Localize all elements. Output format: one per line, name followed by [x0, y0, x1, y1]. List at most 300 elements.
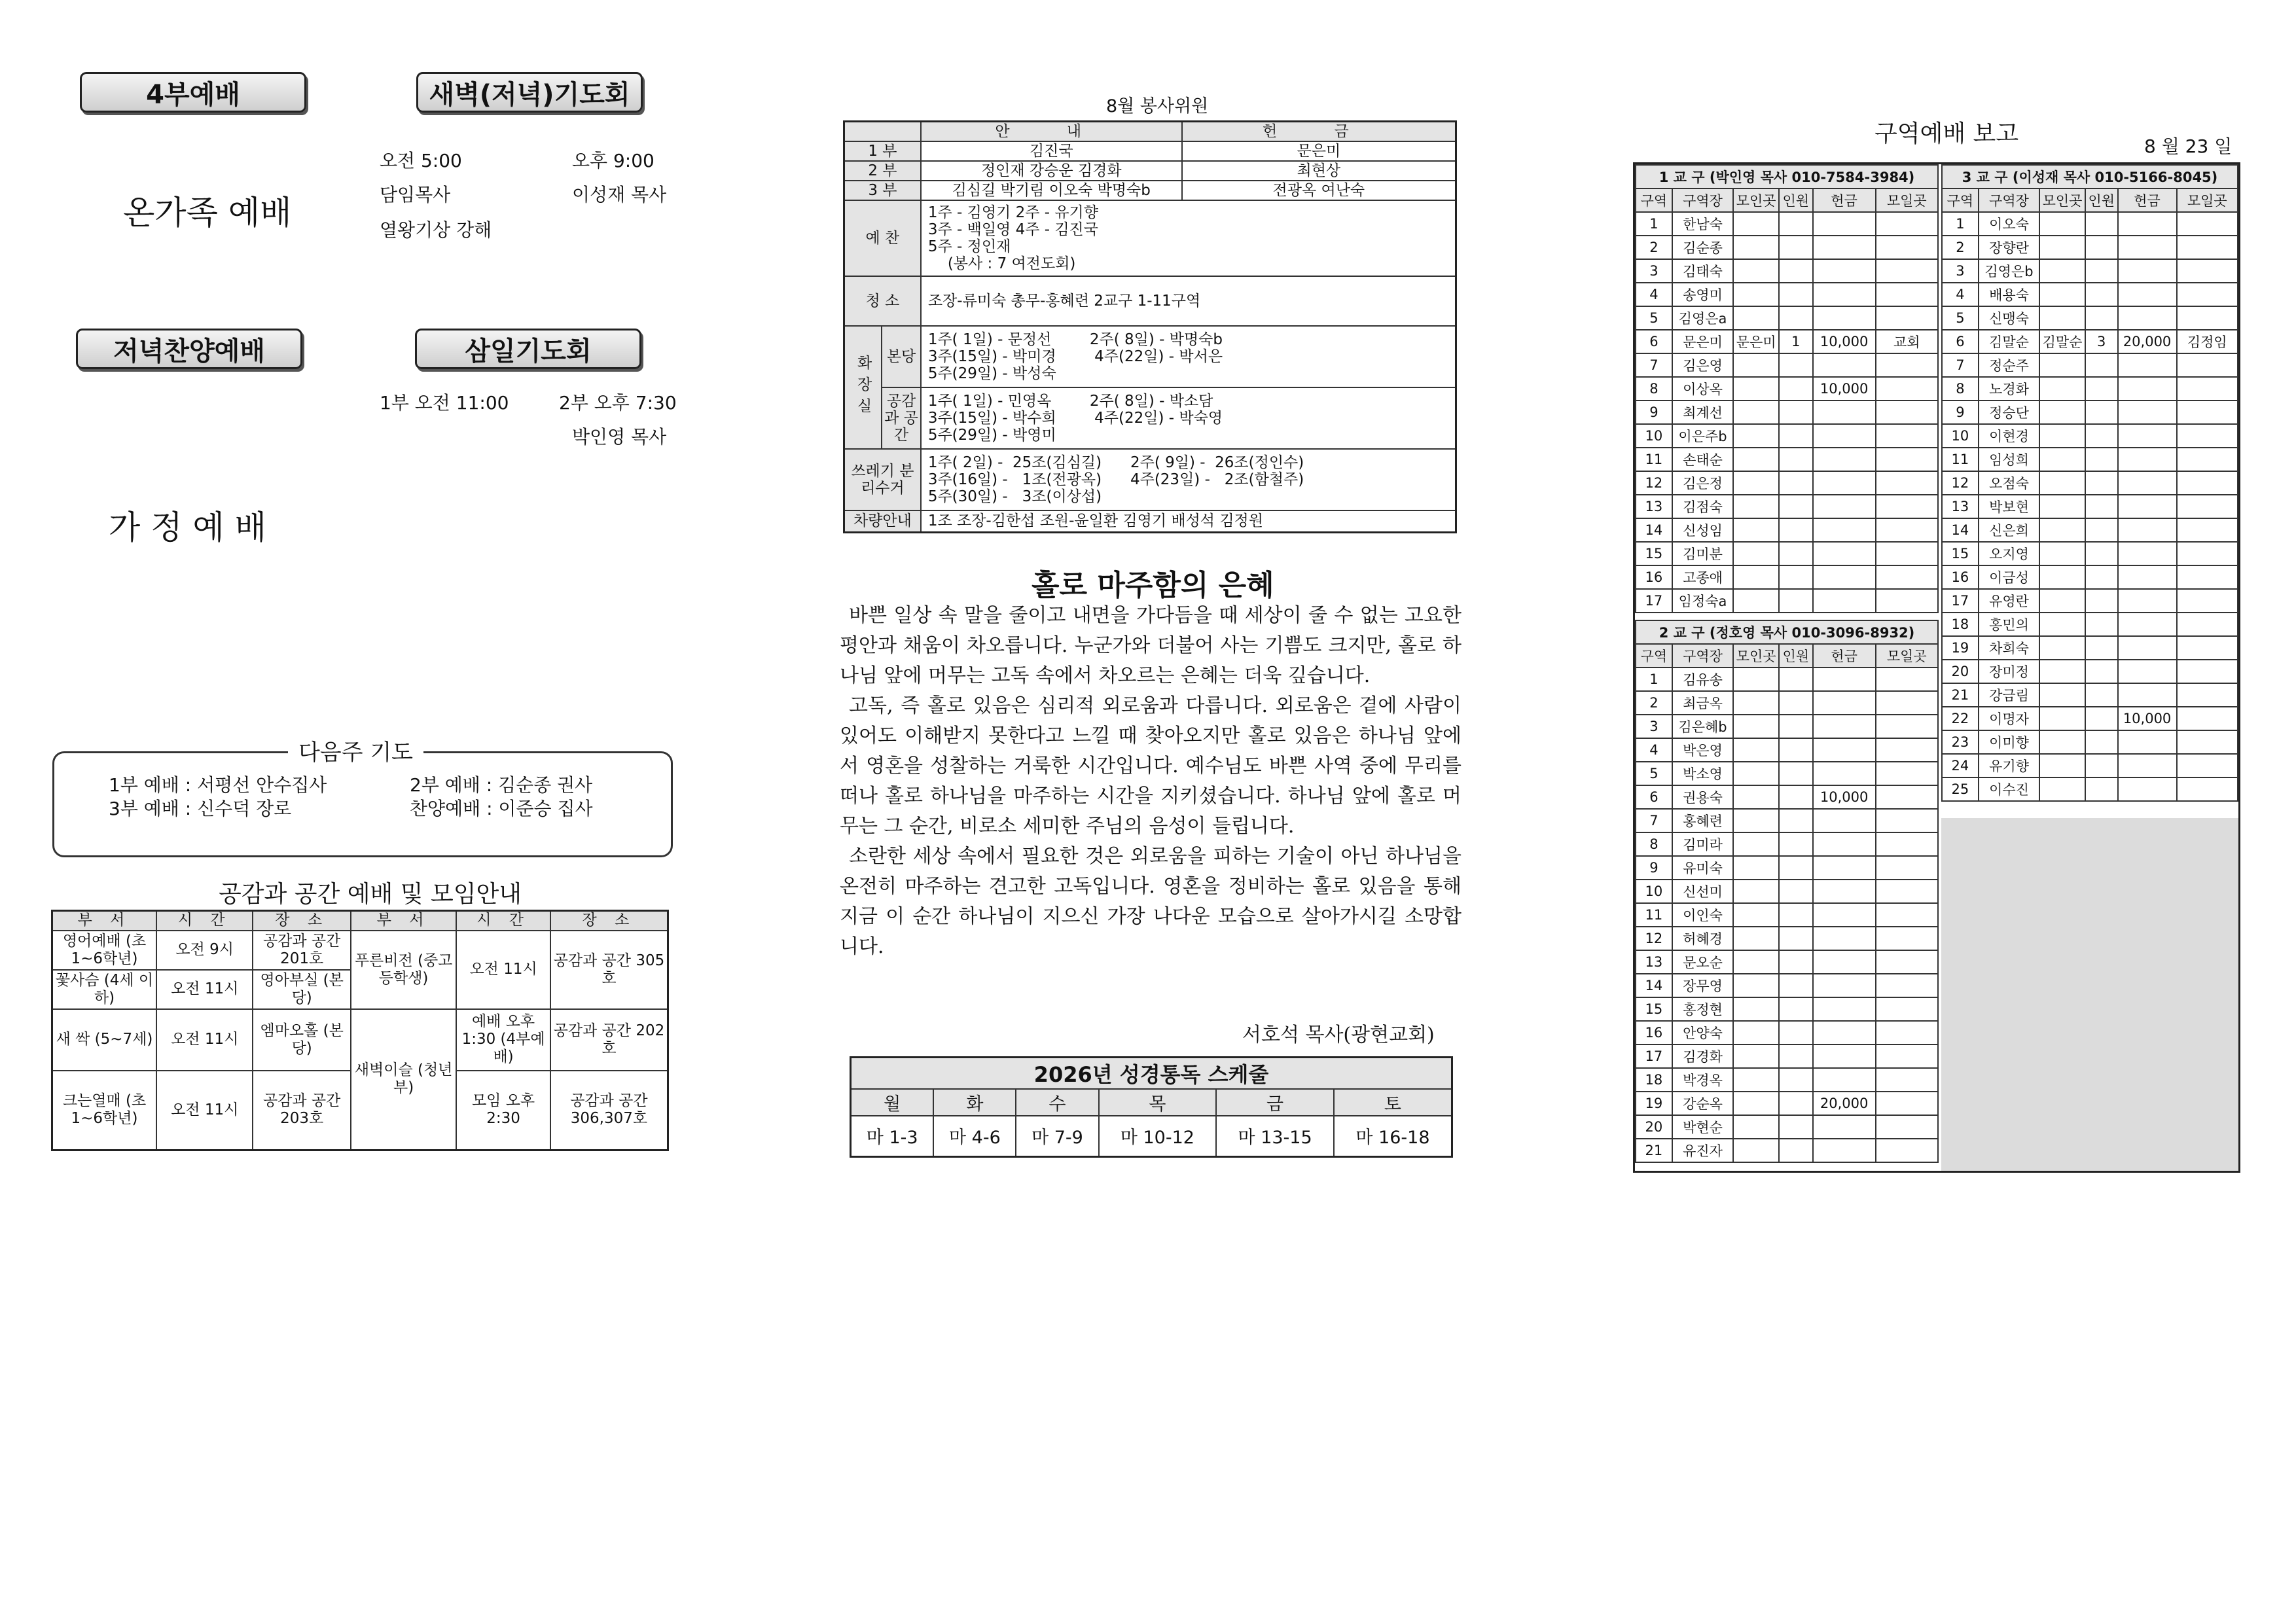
cell-offering	[1813, 691, 1876, 715]
cell-no: 12	[1636, 471, 1672, 495]
volunteer-title: 8월 봉사위원	[1106, 96, 1209, 116]
cell-offering	[1813, 448, 1876, 471]
cell-place	[2039, 565, 2085, 589]
cell-count	[2085, 777, 2118, 801]
cell-next-place	[1876, 306, 1938, 330]
cell-place	[1733, 903, 1779, 927]
dawn-pastor-label: 담임목사	[380, 184, 451, 205]
cell-no: 4	[1636, 738, 1672, 762]
cell-no: 5	[1636, 762, 1672, 785]
cell-count	[2085, 495, 2118, 518]
vol-part: 2 부	[844, 161, 921, 181]
praise-cell	[921, 200, 1456, 276]
cell-leader: 김태숙	[1672, 259, 1733, 283]
cell-leader: 김미라	[1672, 832, 1733, 856]
cell-no: 14	[1636, 518, 1672, 542]
next-prayer-3: 3부 예배 : 신수덕 장로	[109, 798, 292, 819]
table-row	[1636, 738, 1938, 762]
evening-praise-title: 저녁찬양예배	[76, 329, 302, 369]
cell-place	[2039, 448, 2085, 471]
cell-offering	[1813, 589, 1876, 613]
cell-count	[2085, 589, 2118, 613]
reading-day: 금	[1216, 1089, 1334, 1116]
table-row	[1636, 785, 1938, 809]
cell-no: 1	[1636, 668, 1672, 691]
cell-next-place: 김정임	[2177, 330, 2238, 353]
cell-col-header: 구역	[1636, 644, 1672, 668]
schedule-title: 공감과 공간 예배 및 모임안내	[219, 881, 522, 908]
cell-count	[1779, 565, 1813, 589]
cell-no: 12	[1636, 927, 1672, 950]
cell-leader: 홍혜련	[1672, 809, 1733, 832]
cell-offering	[2118, 754, 2177, 777]
cell-place	[1733, 880, 1779, 903]
cell-next-place	[1876, 738, 1938, 762]
reading-plan: 마 7-9	[1016, 1116, 1098, 1156]
table-row	[1942, 707, 2238, 730]
cell-leader: 김은영	[1672, 353, 1733, 377]
cell-place	[1733, 236, 1779, 259]
cell-next-place	[1876, 283, 1938, 306]
toilet-label: 화장실	[844, 326, 882, 449]
cell-no: 17	[1636, 1044, 1672, 1068]
cell-leader: 문은미	[1672, 330, 1733, 353]
cell-no: 7	[1942, 353, 1979, 377]
cell-leader: 이현경	[1979, 424, 2039, 448]
table-row	[1942, 377, 2238, 401]
cell-count	[2085, 401, 2118, 424]
cell-next-place	[1876, 927, 1938, 950]
table-row	[1942, 589, 2238, 613]
cell-next-place	[1876, 236, 1938, 259]
cell-count	[1779, 668, 1813, 691]
cell-offering	[1813, 974, 1876, 997]
cell-offering	[1813, 856, 1876, 880]
table-row	[1636, 950, 1938, 974]
cell-col-header: 인원	[2085, 188, 2118, 212]
cell-offering	[2118, 683, 2177, 707]
cell-col-header: 헌금	[1813, 188, 1876, 212]
cell-count	[1779, 880, 1813, 903]
cell-leader: 이명자	[1979, 707, 2039, 730]
cell-next-place	[2177, 495, 2238, 518]
cell-count	[1779, 1115, 1813, 1139]
cell-no: 15	[1636, 542, 1672, 565]
cell-next-place	[2177, 377, 2238, 401]
cell-place	[1733, 785, 1779, 809]
cell-leader: 유영란	[1979, 589, 2039, 613]
cell-no: 24	[1942, 754, 1979, 777]
cell-leader: 김순종	[1672, 236, 1733, 259]
cell-next-place	[2177, 259, 2238, 283]
cell-next-place	[2177, 212, 2238, 236]
space-line: 1주( 1일) - 민영옥 2주( 8일) - 박소담	[927, 392, 1213, 410]
cell-next-place	[2177, 565, 2238, 589]
table-row	[1636, 1139, 1938, 1162]
table-row	[1942, 754, 2238, 777]
cell-count	[1779, 1021, 1813, 1044]
cell-leader: 김은정	[1672, 471, 1733, 495]
vol-guide: 김진국	[921, 141, 1182, 161]
cell-place	[1733, 809, 1779, 832]
cell-offering	[1813, 762, 1876, 785]
sched-head: 시 간	[456, 911, 550, 931]
cell-no: 20	[1636, 1115, 1672, 1139]
cell-offering	[1813, 424, 1876, 448]
cell-next-place	[1876, 997, 1938, 1021]
dawn-time-pm: 오후 9:00	[572, 150, 655, 171]
vol-head-guide: 안 내	[921, 122, 1182, 141]
cell-no: 8	[1942, 377, 1979, 401]
cell-next-place	[1876, 1021, 1938, 1044]
trash-line: 3주(16일) - 1조(전광옥) 4주(23일) - 2조(함철주)	[927, 471, 1304, 488]
table-row	[1636, 377, 1938, 401]
sched-dept: 새 싹 (5~7세)	[52, 1009, 157, 1071]
cell-no: 9	[1942, 401, 1979, 424]
cell-offering	[1813, 880, 1876, 903]
cell-no: 4	[1636, 283, 1672, 306]
cell-count	[1779, 1044, 1813, 1068]
home-worship: 가 정 예 배	[109, 508, 266, 546]
cell-next-place	[1876, 542, 1938, 565]
sermon-paragraph: 소란한 세상 속에서 필요한 것은 외로움을 피하는 기술이 아닌 하나님을 온전히 마주하는 견고한 고독입니다. 영혼을 정비하는 홀로 있음을 통해 지금 이 순간 하나님이 지으신 가장 나다운 모습으로 살아가시길 소망합니다.	[840, 845, 1462, 958]
cell-next-place	[2177, 518, 2238, 542]
cell-place	[1733, 495, 1779, 518]
table-row	[1942, 518, 2238, 542]
cell-offering	[1813, 495, 1876, 518]
table-row	[1636, 353, 1938, 377]
table-row	[1942, 730, 2238, 754]
cell-offering	[1813, 1021, 1876, 1044]
reading-plan: 마 16-18	[1334, 1116, 1452, 1156]
cell-count	[1779, 518, 1813, 542]
cell-next-place	[1876, 448, 1938, 471]
cell-offering	[1813, 997, 1876, 1021]
cell-next-place	[1876, 1092, 1938, 1115]
family-worship: 온가족 예배	[123, 194, 292, 232]
praise-line: 3주 - 백일영 4주 - 김진국	[927, 221, 1098, 238]
dawn-time-am: 오전 5:00	[380, 150, 462, 171]
cell-place	[1733, 668, 1779, 691]
cell-offering	[2118, 377, 2177, 401]
cell-next-place	[2177, 401, 2238, 424]
cell-offering	[2118, 306, 2177, 330]
cell-offering	[1813, 832, 1876, 856]
cell-count	[1779, 448, 1813, 471]
cell-place	[1733, 856, 1779, 880]
cell-offering: 20,000	[1813, 1092, 1876, 1115]
cell-place	[1733, 353, 1779, 377]
sched-place: 공감과 공간 306,307호	[550, 1071, 668, 1150]
cell-no: 5	[1636, 306, 1672, 330]
cell-place	[1733, 1044, 1779, 1068]
table-row	[1636, 495, 1938, 518]
cell-col-header: 모일곳	[2177, 188, 2238, 212]
cell-no: 12	[1942, 471, 1979, 495]
cell-no: 15	[1942, 542, 1979, 565]
cell-leader: 김유송	[1672, 668, 1733, 691]
reading-day: 토	[1334, 1089, 1452, 1116]
dawn-pastor-name: 이성재 목사	[572, 184, 667, 205]
cell-next-place	[2177, 730, 2238, 754]
cell-offering	[2118, 518, 2177, 542]
cell-count	[2085, 565, 2118, 589]
cell-count	[1779, 542, 1813, 565]
cell-leader: 정순주	[1979, 353, 2039, 377]
vol-part: 3 부	[844, 181, 921, 200]
cell-count: 3	[2085, 330, 2118, 353]
sched-place: 공감과 공간 202호	[550, 1009, 668, 1071]
cell-leader: 이수진	[1979, 777, 2039, 801]
table-row	[1636, 1092, 1938, 1115]
parking-text: 1조 조장-김한섭 조원-윤일환 김영기 배성석 김정원	[921, 510, 1456, 533]
cell-count	[2085, 283, 2118, 306]
cell-offering	[2118, 613, 2177, 636]
table-row	[1942, 613, 2238, 636]
table-row	[1636, 1068, 1938, 1092]
sched-time: 예배 오후 1:30 (4부예배)	[456, 1009, 550, 1071]
cell-next-place	[2177, 236, 2238, 259]
report-title: 구역예배 보고	[1874, 120, 2019, 147]
cell-place	[2039, 259, 2085, 283]
cell-no: 1	[1942, 212, 1979, 236]
cell-leader: 정승단	[1979, 401, 2039, 424]
cell-place	[2039, 306, 2085, 330]
cell-next-place	[2177, 660, 2238, 683]
cell-leader: 박보현	[1979, 495, 2039, 518]
cell-place: 김말순	[2039, 330, 2085, 353]
sched-head: 부 서	[52, 911, 157, 931]
next-prayer-1: 1부 예배 : 서평선 안수집사	[109, 774, 327, 796]
cell-place	[2039, 589, 2085, 613]
table-row	[1636, 589, 1938, 613]
cell-offering	[2118, 495, 2177, 518]
cell-count	[1779, 738, 1813, 762]
cell-next-place	[2177, 471, 2238, 495]
cell-leader: 최계선	[1672, 401, 1733, 424]
trash-line: 1주( 2일) - 25조(김심길) 2주( 9일) - 26조(정인수)	[927, 454, 1304, 471]
cell-next-place	[2177, 448, 2238, 471]
cell-count	[2085, 683, 2118, 707]
cell-place	[1733, 927, 1779, 950]
cell-no: 23	[1942, 730, 1979, 754]
cell-leader: 강금림	[1979, 683, 2039, 707]
cell-offering	[1813, 236, 1876, 259]
service4-title: 4부예배	[80, 72, 306, 113]
cell-no: 6	[1636, 330, 1672, 353]
cell-leader: 김경화	[1672, 1044, 1733, 1068]
cell-count	[1779, 401, 1813, 424]
cell-no: 1	[1636, 212, 1672, 236]
district3-filler	[1941, 818, 2238, 1171]
cell-leader: 유진자	[1672, 1139, 1733, 1162]
table-row	[1636, 1021, 1938, 1044]
cell-leader: 홍정현	[1672, 997, 1733, 1021]
cell-count: 1	[1779, 330, 1813, 353]
cell-count	[2085, 754, 2118, 777]
cell-place	[2039, 424, 2085, 448]
cell-place	[2039, 754, 2085, 777]
cell-offering	[1813, 668, 1876, 691]
cell-no: 14	[1636, 974, 1672, 997]
cell-place: 문은미	[1733, 330, 1779, 353]
cell-count	[2085, 542, 2118, 565]
cell-place	[1733, 448, 1779, 471]
table-row	[1942, 542, 2238, 565]
cell-leader: 임정숙a	[1672, 589, 1733, 613]
sched-dept: 크는열매 (초1~6학년)	[52, 1071, 157, 1150]
cell-count	[2085, 306, 2118, 330]
cell-next-place	[1876, 377, 1938, 401]
cell-leader: 김영은b	[1979, 259, 2039, 283]
cell-place	[2039, 660, 2085, 683]
cell-leader: 오점숙	[1979, 471, 2039, 495]
cell-leader: 오지영	[1979, 542, 2039, 565]
cell-no: 2	[1636, 236, 1672, 259]
sched-dept: 새벽이슬 (청년부)	[351, 1009, 456, 1150]
district3-title: 3 교 구 (이성재 목사 010-5166-8045)	[1942, 165, 2238, 188]
praise-line: 1주 - 김영기 2주 - 유기향	[927, 204, 1098, 221]
cell-no: 10	[1636, 424, 1672, 448]
cell-count	[2085, 730, 2118, 754]
table-row	[1942, 401, 2238, 424]
cell-place	[2039, 353, 2085, 377]
cell-place	[1733, 1115, 1779, 1139]
sched-time: 오전 9시	[156, 931, 253, 970]
table-row	[1942, 636, 2238, 660]
cell-leader: 한남숙	[1672, 212, 1733, 236]
table-row	[1942, 259, 2238, 283]
cell-next-place	[1876, 212, 1938, 236]
cell-no: 20	[1942, 660, 1979, 683]
cell-no: 21	[1636, 1139, 1672, 1162]
space-line: 5주(29일) - 박영미	[927, 426, 1056, 444]
cell-no: 25	[1942, 777, 1979, 801]
sched-time: 모임 오후 2:30	[456, 1071, 550, 1150]
cell-next-place	[2177, 589, 2238, 613]
cell-count	[1779, 832, 1813, 856]
cell-place	[1733, 974, 1779, 997]
cell-next-place	[1876, 589, 1938, 613]
sched-place: 엠마오홀 (본당)	[253, 1009, 350, 1071]
cell-leader: 최금옥	[1672, 691, 1733, 715]
cell-no: 19	[1636, 1092, 1672, 1115]
cell-no: 7	[1636, 809, 1672, 832]
cell-leader: 문오순	[1672, 950, 1733, 974]
cell-no: 18	[1942, 613, 1979, 636]
table-row	[1636, 1044, 1938, 1068]
district2-title: 2 교 구 (정호영 목사 010-3096-8932)	[1636, 620, 1938, 644]
cell-place	[2039, 471, 2085, 495]
cell-place	[2039, 495, 2085, 518]
table-row	[1636, 880, 1938, 903]
clean-text: 조장-류미숙 총무-홍혜련 2교구 1-11구역	[921, 276, 1456, 326]
table-row	[1636, 330, 1938, 353]
cell-offering	[1813, 283, 1876, 306]
cell-count	[2085, 212, 2118, 236]
cell-leader: 임성희	[1979, 448, 2039, 471]
cell-col-header: 모인곳	[2039, 188, 2085, 212]
cell-place	[2039, 212, 2085, 236]
cell-no: 2	[1942, 236, 1979, 259]
table-row	[1636, 691, 1938, 715]
cell-place	[1733, 1092, 1779, 1115]
table-row	[1942, 448, 2238, 471]
cell-place	[2039, 683, 2085, 707]
cell-offering	[1813, 471, 1876, 495]
reading-plan: 마 4-6	[933, 1116, 1016, 1156]
table-row	[1636, 448, 1938, 471]
wed-time-2: 2부 오후 7:30	[559, 392, 677, 414]
cell-col-header: 헌금	[1813, 644, 1876, 668]
cell-count	[1779, 259, 1813, 283]
cell-no: 6	[1636, 785, 1672, 809]
cell-leader: 장무영	[1672, 974, 1733, 997]
cell-count	[1779, 762, 1813, 785]
cell-next-place	[2177, 353, 2238, 377]
cell-col-header: 인원	[1779, 644, 1813, 668]
table-row	[1942, 424, 2238, 448]
cell-count	[1779, 974, 1813, 997]
cell-next-place	[1876, 950, 1938, 974]
cell-count	[1779, 903, 1813, 927]
cell-no: 11	[1636, 903, 1672, 927]
table-row	[1942, 283, 2238, 306]
cell-offering	[1813, 306, 1876, 330]
cell-no: 13	[1636, 950, 1672, 974]
table-row	[1942, 353, 2238, 377]
cell-offering	[2118, 565, 2177, 589]
cell-leader: 손태순	[1672, 448, 1733, 471]
cell-leader: 이상옥	[1672, 377, 1733, 401]
cell-place	[2039, 777, 2085, 801]
cell-leader: 김은혜b	[1672, 715, 1733, 738]
cell-place	[1733, 691, 1779, 715]
cell-count	[2085, 259, 2118, 283]
sched-dept: 영어예배 (초1~6학년)	[52, 931, 157, 970]
cell-count	[2085, 424, 2118, 448]
report-date: 8 월 23 일	[2144, 135, 2233, 157]
cell-count	[2085, 613, 2118, 636]
table-row	[1942, 565, 2238, 589]
cell-place	[1733, 518, 1779, 542]
table-row	[1636, 856, 1938, 880]
cell-next-place	[1876, 903, 1938, 927]
cell-leader: 차희숙	[1979, 636, 2039, 660]
table-row	[1942, 330, 2238, 353]
main-hall-line: 1주( 1일) - 문정선 2주( 8일) - 박명숙b	[927, 330, 1223, 348]
cell-next-place	[2177, 636, 2238, 660]
table-row	[1636, 565, 1938, 589]
cell-place	[2039, 636, 2085, 660]
next-prayer-2: 2부 예배 : 김순종 권사	[410, 774, 593, 796]
cell-leader: 이금성	[1979, 565, 2039, 589]
schedule-table	[51, 910, 669, 1151]
cell-next-place	[1876, 424, 1938, 448]
cell-place	[2039, 377, 2085, 401]
cell-no: 10	[1636, 880, 1672, 903]
cell-next-place	[1876, 259, 1938, 283]
cell-offering	[2118, 448, 2177, 471]
cell-no: 11	[1942, 448, 1979, 471]
praise-line: (봉사 : 7 여전도회)	[947, 255, 1076, 272]
cell-next-place	[2177, 707, 2238, 730]
praise-label: 예 찬	[844, 200, 921, 276]
cell-next-place	[1876, 691, 1938, 715]
cell-next-place	[2177, 683, 2238, 707]
cell-place	[1733, 997, 1779, 1021]
cell-count	[1779, 997, 1813, 1021]
